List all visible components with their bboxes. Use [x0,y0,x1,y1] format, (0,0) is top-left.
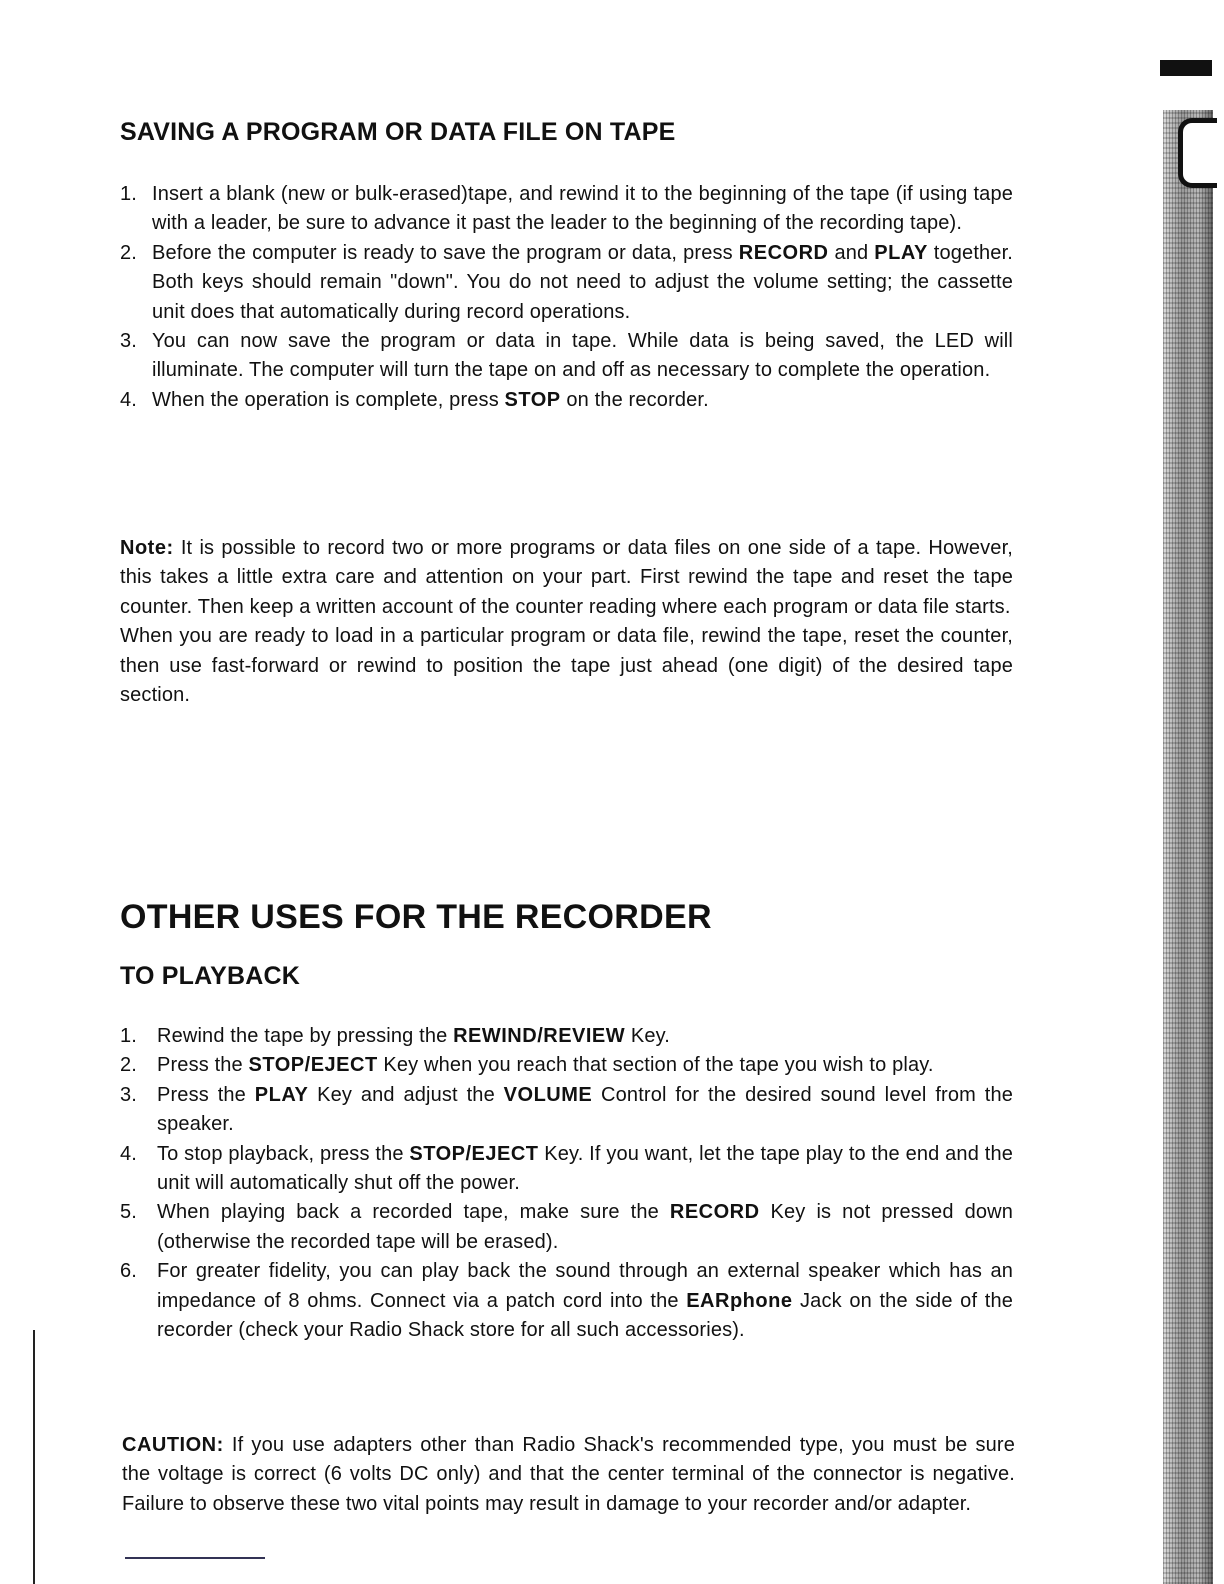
bold-term: RECORD [669,1201,760,1224]
text-run: You can now save the program or data in tape. While data is being saved, the LED will illuminate. The computer will turn the tape on and off as necessary to complete the operation. [152,330,1013,382]
playback-steps-list [120,1022,1013,1345]
item-number: 1. [120,183,137,205]
bold-term: STOP/EJECT [409,1142,539,1165]
text-run: and [828,241,875,264]
scan-edge-mark [1160,60,1212,76]
bold-term: PLAY [874,241,928,264]
text-run: on the recorder. [560,388,709,411]
item-number: 3. [120,1083,137,1106]
item-number: 2. [120,1054,137,1077]
list-item [120,1140,1013,1199]
bold-term: EARphone [686,1289,793,1312]
list-item [120,1022,1013,1051]
section-heading-other-uses: OTHER USES FOR THE RECORDER [120,898,712,936]
list-item [120,327,1013,386]
list-item [120,1198,1013,1257]
paragraph [120,534,1013,622]
text-run: Key. [625,1025,670,1047]
item-number: 4. [120,1142,137,1165]
text-run: Key when you reach that section of the tape you wish to play. [377,1054,934,1077]
footnote-rule [125,1557,265,1559]
text-run: When the operation is complete, press [152,388,505,411]
text-run: Key and adjust the [308,1083,504,1106]
bold-term: CAUTION: [122,1434,224,1456]
list-item [120,239,1013,327]
text-run: For greater fidelity, you can play back the sound through an external speaker which has an impedance of 8 ohms. Connect via a patch cord into the [157,1260,1013,1312]
text-run: Press the [157,1054,249,1077]
text-run: Insert a blank (new or bulk-erased)tape, and rewind it to the beginning of the tape (if using tape with a leader, be sure to advance it past the leader to the beginning of the recording tape). [152,183,1013,235]
text-run: Press the [157,1083,255,1106]
scan-margin-line [33,1330,35,1584]
note-paragraphs [120,534,1013,710]
text-run: Key is not pressed down (otherwise the recorded tape will be erased). [157,1201,1014,1253]
item-number: 1. [120,1025,137,1047]
text-run: Rewind the tape by pressing the [157,1025,454,1047]
scan-edge-bracket [1178,118,1217,188]
text-run: Before the computer is ready to save the program or data, press [152,241,739,264]
item-number: 3. [120,330,137,353]
bold-term: Note: [120,537,174,559]
caution-paragraph [122,1431,1015,1519]
item-number: 4. [120,388,137,411]
list-item [120,1081,1013,1140]
bold-term: VOLUME [503,1083,593,1106]
text-run: together. Both keys should remain "down". You do not need to adjust the volume setting; the cassette unit does that automatically during record operations. [152,241,1013,323]
bold-term: STOP/EJECT [248,1054,378,1077]
section-heading-saving: SAVING A PROGRAM OR DATA FILE ON TAPE [120,118,676,146]
list-item [120,1051,1013,1080]
scan-edge-strip [1163,110,1213,1584]
subheading-playback: TO PLAYBACK [120,962,301,990]
saving-steps-list [120,180,1013,415]
bold-term: REWIND/REVIEW [453,1025,626,1047]
text-run: Key. If you want, let the tape play to the end and the unit will automatically shut off the power. [157,1142,1013,1195]
paragraph [120,622,1013,710]
item-number: 2. [120,241,137,264]
text-run: To stop playback, press the [157,1142,410,1165]
bold-term: STOP [504,388,561,411]
text-run: When playing back a recorded tape, make sure the [157,1201,670,1224]
list-item [120,386,1013,415]
item-number: 6. [120,1260,137,1283]
item-number: 5. [120,1201,137,1224]
bold-term: RECORD [738,241,829,264]
paragraph [122,1431,1015,1519]
list-item [120,180,1013,239]
text-run: Jack on the side of the recorder (check your Radio Shack store for all such accessories). [157,1289,1013,1342]
list-item [120,1257,1013,1345]
text-run: It is possible to record two or more programs or data files on one side of a tape. However, this takes a little extra care and attention on your part. First rewind the tape and reset the tape counter. Then keep a written account of the counter reading where each program or data file starts. [120,537,1013,618]
bold-term: PLAY [254,1083,309,1106]
text-run: If you use adapters other than Radio Shack's recommended type, you must be sure the voltage is correct (6 volts DC only) and that the center terminal of the connector is negative. Failure to observe these two vital points may result in damage to your recorder and/or adapter. [122,1434,1015,1515]
text-run: Control for the desired sound level from the speaker. [157,1083,1014,1136]
text-run: When you are ready to load in a particular program or data file, rewind the tape, reset the counter, then use fast-forward or rewind to position the tape just ahead (one digit) of the desired tape section. [120,625,1013,707]
